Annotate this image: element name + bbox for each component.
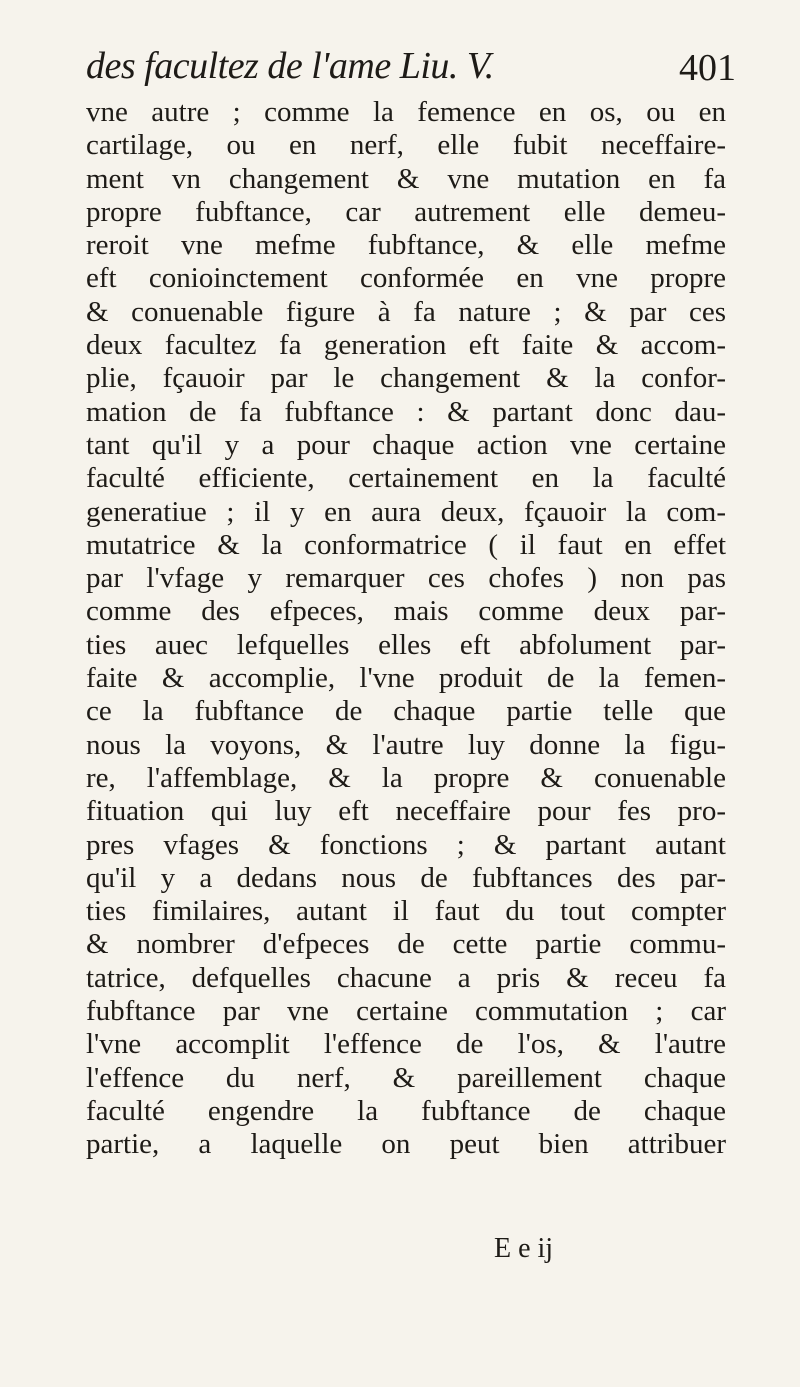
text-line: ties fimilaires, autant il faut du tout compter: [86, 895, 726, 928]
text-line: fituation qui luy eft neceffaire pour fes pro-: [86, 795, 726, 828]
text-line: & nombrer d'efpeces de cette partie commu-: [86, 928, 726, 961]
text-line: l'vne accomplit l'effence de l'os, & l'autre: [86, 1028, 726, 1061]
text-line: ties auec lefquelles elles eft abfolument par-: [86, 628, 726, 661]
text-line: tatrice, defquelles chacune a pris & receu fa: [86, 961, 726, 994]
signature-mark: E e ij: [494, 1233, 554, 1264]
text-line: ce la fubftance de chaque partie telle que: [86, 695, 726, 728]
text-line: eft conioinctement conformée en vne propre: [86, 262, 726, 295]
text-line: mation de fa fubftance : & partant donc dau-: [86, 395, 726, 428]
text-line: faculté efficiente, certainement en la faculté: [86, 462, 726, 495]
text-line: vne autre ; comme la femence en os, ou en: [86, 96, 726, 128]
text-line: generatiue ; il y en aura deux, fçauoir la com-: [86, 495, 726, 528]
text-line: l'effence du nerf, & pareillement chaque: [86, 1061, 726, 1094]
text-line: comme des efpeces, mais comme deux par-: [86, 595, 726, 628]
text-line: par l'vfage y remarquer ces chofes ) non pas: [86, 562, 726, 595]
text-line: plie, fçauoir par le changement & la confor-: [86, 362, 726, 395]
text-line: tant qu'il y a pour chaque action vne certaine: [86, 428, 726, 461]
text-line: ment vn changement & vne mutation en fa: [86, 162, 726, 195]
text-line: partie, a laquelle on peut bien attribuer: [86, 1128, 726, 1161]
text-line: fubftance par vne certaine commutation ; car: [86, 995, 726, 1028]
text-line: deux facultez fa generation eft faite & accom-: [86, 329, 726, 362]
text-line: faculté engendre la fubftance de chaque: [86, 1094, 726, 1127]
text-line: & conuenable figure à fa nature ; & par ces: [86, 295, 726, 328]
text-line: reroit vne mefme fubftance, & elle mefme: [86, 229, 726, 262]
text-line: re, l'affemblage, & la propre & conuenable: [86, 761, 726, 794]
text-line: faite & accomplie, l'vne produit de la femen-: [86, 662, 726, 695]
running-title: des facultez de l'ame Liu. V.: [86, 45, 494, 87]
page-header: [86, 44, 736, 104]
page-number: 401: [679, 47, 736, 89]
text-line: mutatrice & la conformatrice ( il faut en effet: [86, 528, 726, 561]
text-line: qu'il y a dedans nous de fubftances des par-: [86, 861, 726, 894]
body-text: [86, 96, 726, 1162]
text-line: propre fubftance, car autrement elle demeu-: [86, 195, 726, 228]
text-line: pres vfages & fonctions ; & partant autant: [86, 828, 726, 861]
text-line: nous la voyons, & l'autre luy donne la figu-: [86, 728, 726, 761]
text-line: cartilage, ou en nerf, elle fubit neceffaire-: [86, 129, 726, 162]
